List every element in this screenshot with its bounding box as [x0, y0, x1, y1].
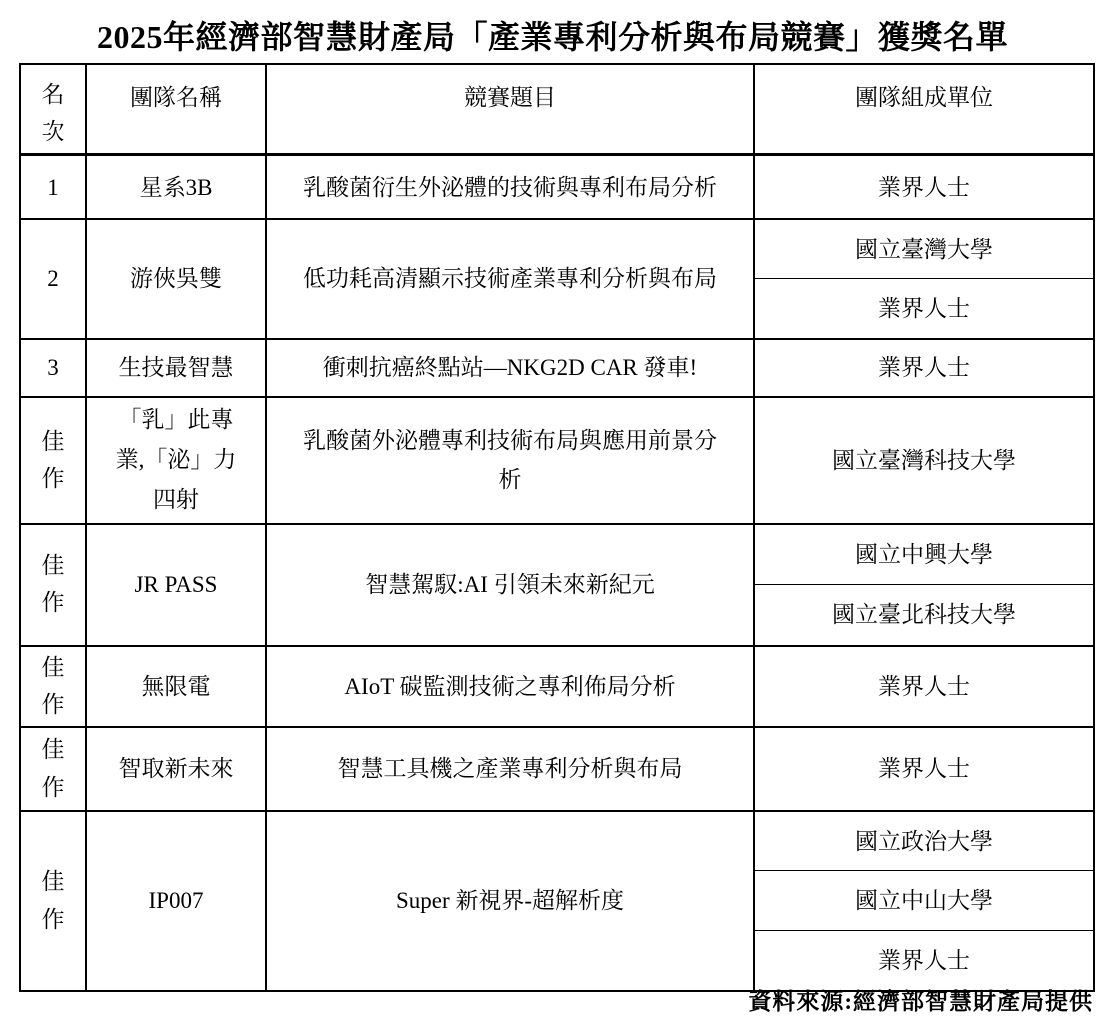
table-row [20, 811, 1094, 871]
col-header-rank-label: 名次 [41, 82, 65, 145]
table-row [20, 646, 1094, 727]
team-cell: 無限電 [86, 646, 266, 727]
team-cell: 星系3B [86, 155, 266, 219]
topic-cell: Super 新視界-超解析度 [266, 811, 754, 991]
col-header-team: 團隊名稱 [86, 64, 266, 155]
awards-table [19, 63, 1095, 992]
data-source-note: 資料來源:經濟部智慧財產局提供 [748, 989, 1093, 1014]
unit-cell: 國立中興大學 [754, 524, 1094, 585]
rank-label: 佳作 [41, 737, 65, 800]
team-cell: IP007 [86, 811, 266, 991]
table-row [20, 219, 1094, 279]
rank-label: 佳作 [41, 428, 65, 491]
team-cell: 游俠吳雙 [86, 219, 266, 339]
team-cell [86, 397, 266, 524]
rank-label: 佳作 [41, 654, 65, 717]
topic-cell: 智慧駕馭:AI 引領未來新紀元 [266, 524, 754, 646]
topic-cell: 乳酸菌衍生外泌體的技術與專利布局分析 [266, 155, 754, 219]
unit-cell: 業界人士 [754, 155, 1094, 219]
unit-cell: 業界人士 [754, 727, 1094, 811]
unit-cell: 國立政治大學 [754, 811, 1094, 871]
rank-cell: 1 [20, 155, 86, 219]
col-header-rank [20, 64, 86, 155]
table-row [20, 155, 1094, 219]
table-row [20, 397, 1094, 524]
table-row [20, 524, 1094, 585]
unit-cell: 業界人士 [754, 339, 1094, 397]
team-cell: 智取新未來 [86, 727, 266, 811]
rank-cell: 2 [20, 219, 86, 339]
topic-cell: 智慧工具機之產業專利分析與布局 [266, 727, 754, 811]
topic-cell [266, 397, 754, 524]
topic-cell: 低功耗高清顯示技術產業專利分析與布局 [266, 219, 754, 339]
unit-cell: 國立中山大學 [754, 871, 1094, 931]
header-row [20, 64, 1094, 155]
rank-cell [20, 397, 86, 524]
table-row [20, 339, 1094, 397]
rank-cell [20, 646, 86, 727]
unit-cell: 業界人士 [754, 931, 1094, 991]
rank-label: 佳作 [41, 869, 65, 932]
unit-cell: 業界人士 [754, 646, 1094, 727]
unit-cell: 國立臺灣科技大學 [754, 397, 1094, 524]
col-header-topic: 競賽題目 [266, 64, 754, 155]
topic-label: 乳酸菌外泌體專利技術布局與應用前景分析 [303, 428, 717, 493]
team-cell: 生技最智慧 [86, 339, 266, 397]
unit-cell: 業界人士 [754, 279, 1094, 339]
col-header-unit: 團隊組成單位 [754, 64, 1094, 155]
team-cell: JR PASS [86, 524, 266, 646]
team-label: 「乳」此專業,「泌」力四射 [115, 406, 237, 513]
rank-label: 佳作 [41, 552, 65, 616]
unit-cell: 國立臺灣大學 [754, 219, 1094, 279]
page-title: 2025年經濟部智慧財產局「產業專利分析與布局競賽」獲獎名單 [96, 19, 1008, 55]
topic-cell: 衝刺抗癌終點站—NKG2D CAR 發車! [266, 339, 754, 397]
rank-cell [20, 727, 86, 811]
rank-cell: 3 [20, 339, 86, 397]
rank-cell [20, 811, 86, 991]
unit-cell: 國立臺北科技大學 [754, 585, 1094, 646]
rank-cell [20, 524, 86, 646]
table-row [20, 727, 1094, 811]
topic-cell: AIoT 碳監測技術之專利佈局分析 [266, 646, 754, 727]
